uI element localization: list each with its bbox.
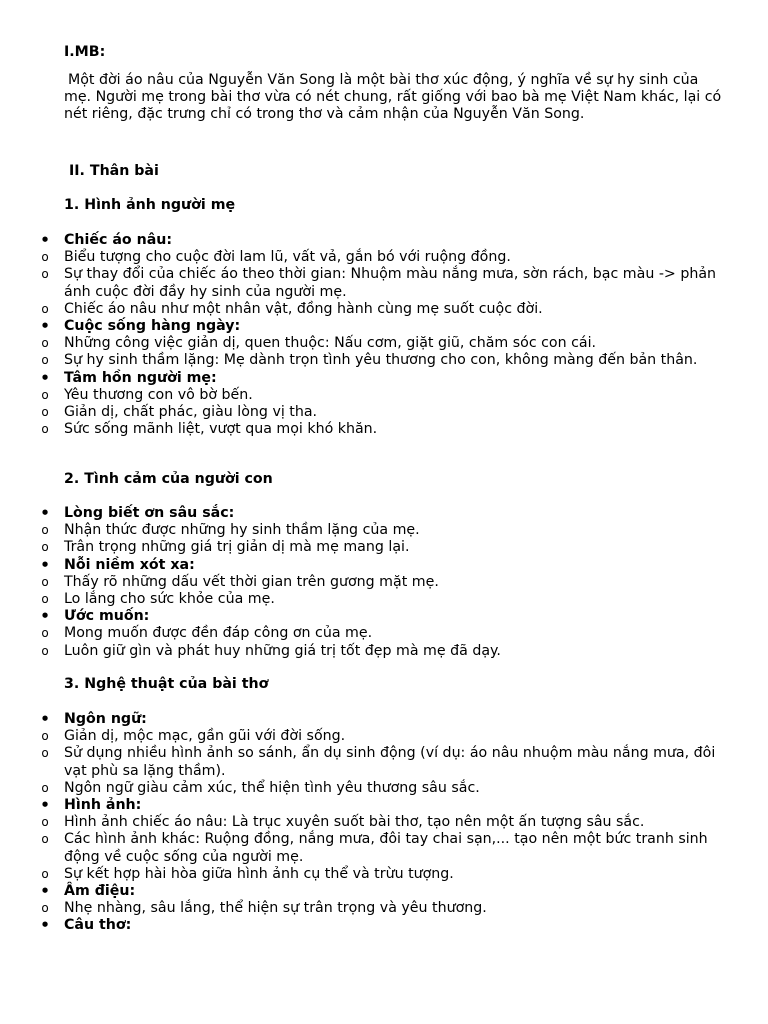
bullet-icon: • bbox=[40, 231, 50, 249]
item-text: Nhận thức được những hy sinh thầm lặng của mẹ. bbox=[64, 522, 420, 539]
group-label: Câu thơ: bbox=[64, 917, 132, 934]
item-text: Sự hy sinh thầm lặng: Mẹ dành trọn tình yêu thương cho con, không màng đến bản thân. bbox=[64, 352, 698, 369]
circle-bullet-icon: o bbox=[41, 815, 49, 830]
list-item bbox=[0, 574, 740, 591]
list-item bbox=[0, 301, 740, 318]
list-item bbox=[0, 814, 740, 831]
circle-bullet-icon: o bbox=[41, 267, 49, 282]
list-group bbox=[0, 370, 740, 387]
section-title: 2. Tình cảm của người con bbox=[64, 471, 273, 487]
list-group bbox=[0, 232, 740, 249]
list-item bbox=[0, 745, 740, 779]
list-item bbox=[0, 780, 740, 797]
group-label: Tâm hồn người mẹ: bbox=[64, 369, 217, 386]
item-text: Luôn giữ gìn và phát huy những giá trị tốt đẹp mà mẹ đã dạy. bbox=[64, 642, 501, 659]
item-text: Biểu tượng cho cuộc đời lam lũ, vất vả, gắn bó với ruộng đồng. bbox=[64, 249, 511, 266]
list-item bbox=[0, 404, 740, 421]
body-heading: II. Thân bài bbox=[69, 163, 159, 179]
group-label: Ước muốn: bbox=[64, 608, 150, 625]
group-label: Nỗi niềm xót xa: bbox=[64, 556, 195, 573]
section-list bbox=[0, 711, 740, 935]
list-group bbox=[0, 883, 740, 900]
item-text: Sức sống mãnh liệt, vượt qua mọi khó khăn. bbox=[64, 421, 378, 438]
bullet-icon: • bbox=[40, 916, 50, 935]
circle-bullet-icon: o bbox=[41, 746, 49, 761]
item-text: Mong muốn được đền đáp công ơn của mẹ. bbox=[64, 625, 373, 642]
section-list bbox=[0, 505, 740, 660]
bullet-icon: • bbox=[40, 710, 50, 728]
group-label: Âm điệu: bbox=[64, 883, 136, 900]
list-group bbox=[0, 711, 740, 728]
mb-heading: I.MB: bbox=[64, 44, 106, 60]
circle-bullet-icon: o bbox=[41, 626, 49, 641]
item-text: Ngôn ngữ giàu cảm xúc, thể hiện tình yêu thương sâu sắc. bbox=[64, 779, 480, 796]
item-text: Yêu thương con vô bờ bến. bbox=[64, 386, 253, 403]
group-label: Lòng biết ơn sâu sắc: bbox=[64, 505, 235, 521]
circle-bullet-icon: o bbox=[41, 336, 49, 351]
circle-bullet-icon: o bbox=[41, 574, 49, 589]
list-item bbox=[0, 591, 740, 608]
circle-bullet-icon: o bbox=[41, 353, 49, 368]
group-label: Ngôn ngữ: bbox=[64, 711, 147, 727]
circle-bullet-icon: o bbox=[41, 643, 49, 658]
list-item bbox=[0, 900, 740, 917]
list-group bbox=[0, 318, 740, 335]
item-text: Lo lắng cho sức khỏe của mẹ. bbox=[64, 591, 275, 608]
intro-text: Một đời áo nâu của Nguyễn Văn Song là một bài thơ xúc động, ý nghĩa về sự hy sinh của mẹ. Người mẹ trong bài thơ vừa có nét chung, rất giống với bao bà mẹ Việt Nam khác, lại có nét riêng, đặc trưng chỉ có trong thơ và cảm nhận của Nguyễn Văn Song. bbox=[64, 72, 722, 123]
item-text: Chiếc áo nâu như một nhân vật, đồng hành cùng mẹ suốt cuộc đời. bbox=[64, 300, 543, 317]
item-text: Sử dụng nhiều hình ảnh so sánh, ẩn dụ sinh động (ví dụ: áo nâu nhuộm màu nắng mưa, đôi vạt phù sa lặng thầm). bbox=[64, 745, 716, 779]
list-item bbox=[0, 266, 740, 300]
circle-bullet-icon: o bbox=[41, 901, 49, 916]
list-item bbox=[0, 352, 740, 369]
list-group bbox=[0, 557, 740, 574]
list-item bbox=[0, 335, 740, 352]
circle-bullet-icon: o bbox=[41, 422, 49, 437]
list-item bbox=[0, 866, 740, 883]
circle-bullet-icon: o bbox=[41, 540, 49, 555]
bullet-icon: • bbox=[40, 317, 50, 336]
item-text: Sự kết hợp hài hòa giữa hình ảnh cụ thể và trừu tượng. bbox=[64, 865, 454, 882]
list-item bbox=[0, 387, 740, 404]
bullet-icon: • bbox=[40, 368, 50, 387]
item-text: Những công việc giản dị, quen thuộc: Nấu cơm, giặt giũ, chăm sóc con cái. bbox=[64, 335, 597, 352]
list-group bbox=[0, 917, 740, 934]
bullet-icon: • bbox=[40, 504, 50, 522]
section-list bbox=[0, 232, 740, 438]
circle-bullet-icon: o bbox=[41, 780, 49, 795]
list-item bbox=[0, 831, 740, 865]
group-label: Cuộc sống hàng ngày: bbox=[64, 318, 241, 335]
item-text: Nhẹ nhàng, sâu lắng, thể hiện sự trân trọng và yêu thương. bbox=[64, 900, 487, 917]
list-item bbox=[0, 643, 740, 660]
circle-bullet-icon: o bbox=[41, 387, 49, 402]
item-text: Hình ảnh chiếc áo nâu: Là trục xuyên suốt bài thơ, tạo nên một ấn tượng sâu sắc. bbox=[64, 814, 645, 831]
list-item bbox=[0, 625, 740, 642]
list-group bbox=[0, 797, 740, 814]
item-text: Giản dị, chất phác, giàu lòng vị tha. bbox=[64, 404, 318, 421]
section-title: 1. Hình ảnh người mẹ bbox=[64, 197, 236, 213]
circle-bullet-icon: o bbox=[41, 250, 49, 265]
circle-bullet-icon: o bbox=[41, 592, 49, 607]
list-group bbox=[0, 505, 740, 522]
intro-paragraph bbox=[64, 72, 724, 124]
section-title: 3. Nghệ thuật của bài thơ bbox=[64, 676, 269, 692]
item-text: Giản dị, mộc mạc, gần gũi với đời sống. bbox=[64, 728, 346, 745]
circle-bullet-icon: o bbox=[41, 866, 49, 881]
circle-bullet-icon: o bbox=[41, 729, 49, 744]
list-item bbox=[0, 249, 740, 266]
list-item bbox=[0, 539, 740, 556]
bullet-icon: • bbox=[40, 607, 50, 626]
list-item bbox=[0, 522, 740, 539]
item-text: Các hình ảnh khác: Ruộng đồng, nắng mưa, đôi tay chai sạn,... tạo nên một bức tranh sinh động về cuộc sống của người mẹ. bbox=[64, 831, 708, 865]
list-group bbox=[0, 608, 740, 625]
bullet-icon: • bbox=[40, 555, 50, 574]
bullet-icon: • bbox=[40, 882, 50, 901]
item-text: Trân trọng những giá trị giản dị mà mẹ mang lại. bbox=[64, 539, 410, 556]
circle-bullet-icon: o bbox=[41, 301, 49, 316]
circle-bullet-icon: o bbox=[41, 523, 49, 538]
bullet-icon: • bbox=[40, 796, 50, 815]
list-item bbox=[0, 728, 740, 745]
item-text: Thấy rõ những dấu vết thời gian trên gương mặt mẹ. bbox=[64, 573, 439, 590]
list-item bbox=[0, 421, 740, 438]
circle-bullet-icon: o bbox=[41, 832, 49, 847]
circle-bullet-icon: o bbox=[41, 405, 49, 420]
item-text: Sự thay đổi của chiếc áo theo thời gian: Nhuộm màu nắng mưa, sờn rách, bạc màu -> phản ánh cuộc đời đầy hy sinh của người mẹ. bbox=[64, 266, 717, 300]
group-label: Hình ảnh: bbox=[64, 797, 142, 814]
group-label: Chiếc áo nâu: bbox=[64, 232, 173, 248]
